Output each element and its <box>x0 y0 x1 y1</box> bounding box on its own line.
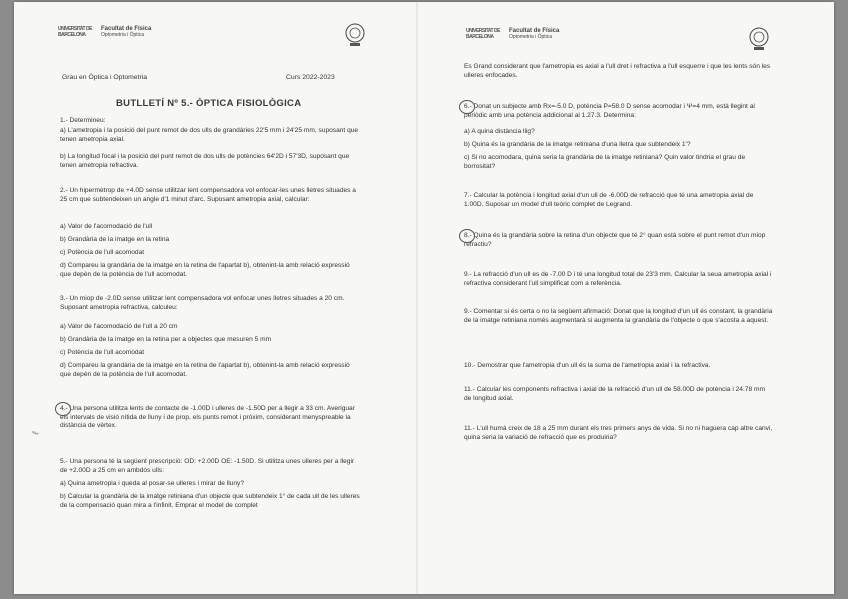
exercise-8: 8.- Quina és la grandària sobre la retina d'un objecte que té 2° quan està sobre el punt remot d'un miop refractiu? <box>464 232 766 248</box>
exercise-4: 4.- Una persona utilitza lents de contacte de -1.00D i ulleres de -1.50D per a llegir a 33 cm. Averiguar els intervals de visió nítida de lluny i de prop, els punts remot i pròxim, considerant menyspreable la distància de vèrtex. <box>60 405 355 430</box>
exercise-6-intro: 6.- Donat un subjecte amb Rx=-5.0 D, potència P=58.0 D sense acomodar i Ψ=4 mm, està llegint al periòdic amb una potència addicional al 1.27.3. Determina: <box>464 103 755 119</box>
exercise-7: 7.- Calcular la potència i longitud axial d'un ull de -6.00D de refracció que té una ametropia axial de 1.00D. Suposar un model d'ull teòric complet de Legrand. <box>464 192 754 208</box>
exercise-2d: d) Compareu la grandària de la imatge en la retina de l'apartat b), obtenint-la amb relació expressió que depèn de la potència de l'ull acomodat. <box>60 262 350 278</box>
university-logo-mark-right: UNIVERSITAT DE BARCELONA <box>466 28 500 40</box>
course-name: Grau en Òptica i Optometria <box>62 74 147 81</box>
exercise-6a: a) A quina distància llig? <box>464 128 535 135</box>
exercise-2-intro: 2.- Un hipermètrop de +4.0D sense utilitzar lent compensadora vol enfocar-les unes lletres situades a 25 cm que subtendeixen un angle d'1 minut d'arc. Suposant ametropia axial, calcular: <box>60 187 356 203</box>
right-page <box>418 0 820 592</box>
exercise-5-continuation: Es Grand considerant que l'ametropia es axial a l'ull dret i refractiva a l'ull esquerre i que les lents són les ulleres enfocades. <box>464 63 771 79</box>
university-logo-right <box>466 28 559 40</box>
exercise-3c: c) Potència de l'ull acomodat <box>60 349 145 356</box>
exercise-5-intro: 5.- Una persona té la següent prescripció: OD: +2.00D OE: -1.50D. Si utilitza unes ulleres per a llegir de +2.00D a 25 cm en ambdós ulls: <box>60 458 355 474</box>
exercise-3d: d) Compareu la grandària de la imatge en la retina de l'apartat b), obtenint-la amb relació expressió que depèn de la potència de l'ull acomodat. <box>60 362 350 378</box>
exercise-2a: a) Valor de l'acomodació de l'ull <box>60 223 153 230</box>
crest-icon <box>344 22 366 48</box>
exercise-9: 9.- La refracció d'un ull es de -7.00 D i té una longitud total de 23'3 mm. Calcular la seua ametropia axial i refractiva considerant l'ull simplificat com a referència. <box>464 271 772 287</box>
crest-icon-right <box>748 26 770 52</box>
faculty-name: Facultat de Física <box>101 26 152 32</box>
exercise-6b: b) Quina és la grandària de la imatge retiniana d'una lletra que subtendeix 1'? <box>464 141 691 148</box>
exercise-10: 10.- Demostrar que l'ametropia d'un ull és la suma de l'ametropia axial i la refractiva. <box>464 362 711 369</box>
course-year: Curs 2022-2023 <box>286 74 335 81</box>
exercise-2c: c) Potència de l'ull acomodat <box>60 249 145 256</box>
handwritten-circle <box>55 402 71 416</box>
faculty-sub: Optometria i Òptica <box>101 32 145 38</box>
faculty-sub-right: Optometria i Òptica <box>509 34 553 40</box>
exercise-6c: c) Si no acomodara, quina seria la grandària de la imatge retiniana? Quin valor tindria el grau de borrositat? <box>464 154 746 170</box>
exercise-1-intro: 1.- Determineu: <box>60 117 106 124</box>
exercise-1a: a) L'ametropia i la posició del punt remot de dos ulls de grandàries 22'5 mm i 24'25 mm, suposant que tenen ametropia axial. <box>60 127 359 143</box>
exercise-2b: b) Grandària de la imatge en la retina <box>60 236 170 243</box>
handwritten-circle-8 <box>459 229 475 243</box>
faculty-name-right: Facultat de Física <box>509 28 560 34</box>
handwritten-circle-6 <box>459 100 475 114</box>
exercise-12: 11.- L'ull humà creix de 18 a 25 mm durant els tres primers anys de vida. Si no ni haguera cap altre canvi, quina seria la variació de refracció que es produiria? <box>464 425 773 441</box>
exercise-5b: b) Calcular la grandària de la imatge retiniana d'un objecte que subtendeix 1° de cada ull de les ulleres de la compensació quan mira a l'infinit. Emprar el model de complet <box>60 493 360 509</box>
left-page <box>14 0 430 592</box>
university-logo <box>58 26 151 38</box>
exercise-3a: a) Valor de l'acomodació de l'ull a 20 cm <box>60 323 178 330</box>
exercise-1b: b) La longitud focal i la posició del punt remot de dos ulls de potències 64'2D i 57'3D, suposant que tenen ametropia refractiva. <box>60 153 350 169</box>
exercise-5a: a) Quina ametropia i queda al posar-se ulleres i mirar de lluny? <box>60 480 244 487</box>
handwritten-mark: ℓ <box>30 429 41 437</box>
page-title: BUTLLETÍ Nº 5.- ÒPTICA FISIOLÒGICA <box>116 98 302 109</box>
exercise-3b: b) Grandària de la imatge en la retina per a objectes que mesuren 5 mm <box>60 336 272 343</box>
exercise-11: 11.- Calcular les components refractiva i axial de la refracció d'un ull de 58.00D de potència i 24.78 mm de longitud axial. <box>464 386 765 402</box>
university-logo-mark: UNIVERSITAT DE BARCELONA <box>58 26 92 38</box>
exercise-9b: 9.- Comentar si és certa o no la següent afirmació: Donat que la longitud d'un ull és constant, la grandària de la imatge retiniana només augmentarà si augmenta la grandària de l'objecte o que s'acosta a aquest. <box>464 308 773 324</box>
exercise-3-intro: 3.- Un miop de -2.0D sense utilitzar lent compensadora vol enfocar unes lletres situades a 20 cm. Suposant ametropia refractiva, calculeu: <box>60 295 345 311</box>
